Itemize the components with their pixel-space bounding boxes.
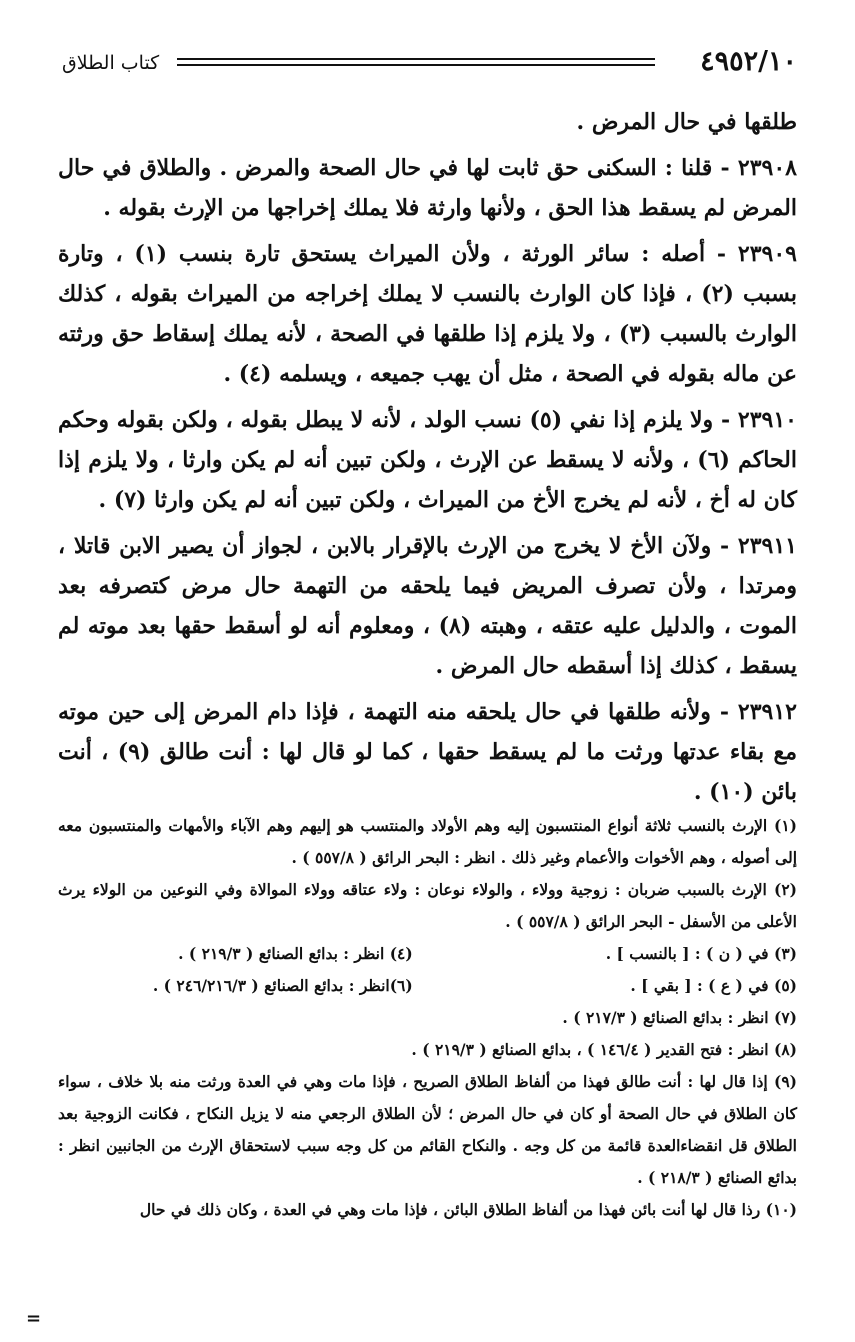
paragraph <box>58 526 797 686</box>
page-header <box>62 44 797 84</box>
paragraph-number: ٢٣٩٠٨ - <box>720 155 797 181</box>
footnote: (٤) انظر : بدائع الصنائع ( ٢١٩/٣ ) . <box>178 944 413 963</box>
footnote: (٩) إذا قال لها : أنت طالق فهذا من ألفاظ الطلاق الصريح ، فإذا مات وهي في العدة ورثت منه بلا خلاف ، سواء كان الطلاق في حال الصحة أو كان في حال المرض ؛ لأن الطلاق الرجعي منه لا يزيل النكاح ، فكانت الزوجية بعد الطلاق قل انقضاءالعدة قائمة من كل وجه . والنكاح القائم من كل وجه سبب لاستحقاق الإرث من الجانبين انظر : بدائع الصنائع ( ٢١٨/٣ ) . <box>58 1072 797 1187</box>
footnote: (٣) في ( ن ) : [ بالنسب ] . <box>605 944 797 963</box>
page-number: ٤٩٥٢/١٠ <box>700 46 797 77</box>
footnote: (٦)انظر : بدائع الصنائع ( ٢٤٦/٢١٦/٣ ) . <box>152 976 413 995</box>
paragraph-number: ٢٣٩١٢ - <box>719 699 797 725</box>
paragraph-text: قلنا : السكنى حق ثابت لها في حال الصحة والمرض . والطلاق في حال المرض لم يسقط هذا الحق ، ولأنها وارثة فلا يملك إخراجها من الإرث بقوله . <box>58 155 797 221</box>
paragraph-text: ولآن الأخ لا يخرج من الإرث بالإقرار بالابن ، لجواز أن يصير الابن قاتلا ، ومرتدا ، ولأن تصرف المريض فيما يلحقه من التهمة حال مرض كتصرفه بعد الموت ، والدليل عليه عتقه ، وهبته (٨) ، ومعلوم أنه لو أسقط حقها بعد موته لم يسقط ، كذلك إذا أسقطه حال المرض . <box>58 533 797 679</box>
header-double-rule <box>177 58 655 66</box>
paragraph-number: ٢٣٩١١ - <box>719 533 797 559</box>
paragraph <box>58 400 797 520</box>
paragraph <box>58 102 797 142</box>
footnote: (٢) الإرث بالسبب ضربان : زوجية وولاء ، والولاء نوعان : ولاء عتاقه وولاء الموالاة وفي النوعين من الولاء يرث الأعلى من الأسفل - البحر الرائق ( ٥٥٧/٨ ) . <box>58 880 797 931</box>
continuation-mark: = <box>26 1308 42 1329</box>
paragraph-text: طلقها في حال المرض . <box>576 109 797 135</box>
paragraph <box>58 148 797 228</box>
paragraph <box>58 234 797 394</box>
paragraph-text: ولا يلزم إذا نفي (٥) نسب الولد ، لأنه لا يبطل بقوله ، ولكن بقوله وحكم الحاكم (٦) ، ولأنه لا يسقط عن الإرث ، ولكن تبين أنه لم يكن وارثا ، ولا يلزم إذا كان له أخ ، لأنه لم يخرج الأخ من الميراث ، ولكن تبين أنه لم يكن وارثا (٧) . <box>58 407 797 513</box>
book-title: كتاب الطلاق <box>62 52 160 74</box>
footnote-row <box>58 938 797 970</box>
main-text <box>58 102 797 818</box>
paragraph-text: أصله : سائر الورثة ، ولأن الميراث يستحق تارة بنسب (١) ، وتارة بسبب (٢) ، فإذا كان الوارث بالنسب لا يملك إخراجه من الميراث بقوله ، كذلك الوارث بالسبب (٣) ، ولا يلزم إذا طلقها في الصحة ، لأنه يملك إسقاط حق ورثته عن ماله بقوله في الصحة ، مثل أن يهب جميعه ، ويسلمه (٤) . <box>58 241 797 387</box>
paragraph-text: ولأنه طلقها في حال يلحقه منه التهمة ، فإذا دام المرض إلى حين موته مع بقاء عدتها ورثت ما لم يسقط حقها ، كما لو قال لها : أنت طالق (٩) ، أنت بائن (١٠) . <box>58 699 797 805</box>
paragraph-number: ٢٣٩١٠ - <box>720 407 797 433</box>
footnote: (٨) انظر : فتح القدير ( ١٤٦/٤ ) ، بدائع الصنائع ( ٢١٩/٣ ) . <box>411 1040 797 1059</box>
footnote: (٥) في ( ع ) : [ بقي ] . <box>630 976 797 995</box>
footnote: (١٠) رذا قال لها أنت بائن فهذا من ألفاظ الطلاق البائن ، فإذا مات وهي في العدة ، وكان ذلك في حال <box>139 1200 797 1219</box>
paragraph-number: ٢٣٩٠٩ - <box>716 241 797 267</box>
footnotes <box>58 810 797 1226</box>
footnote: (٧) انظر : بدائع الصنائع ( ٢١٧/٣ ) . <box>562 1008 797 1027</box>
paragraph <box>58 692 797 812</box>
footnote-row <box>58 970 797 1002</box>
footnote: (١) الإرث بالنسب ثلاثة أنواع المنتسبون إليه وهم الأولاد والمنتسب هو إليهم وهم الآباء والأمهات والمنتسبون معه إلى أصوله ، وهم الأخوات والأعمام وغير ذلك . انظر : البحر الرائق ( ٥٥٧/٨ ) . <box>58 816 797 867</box>
